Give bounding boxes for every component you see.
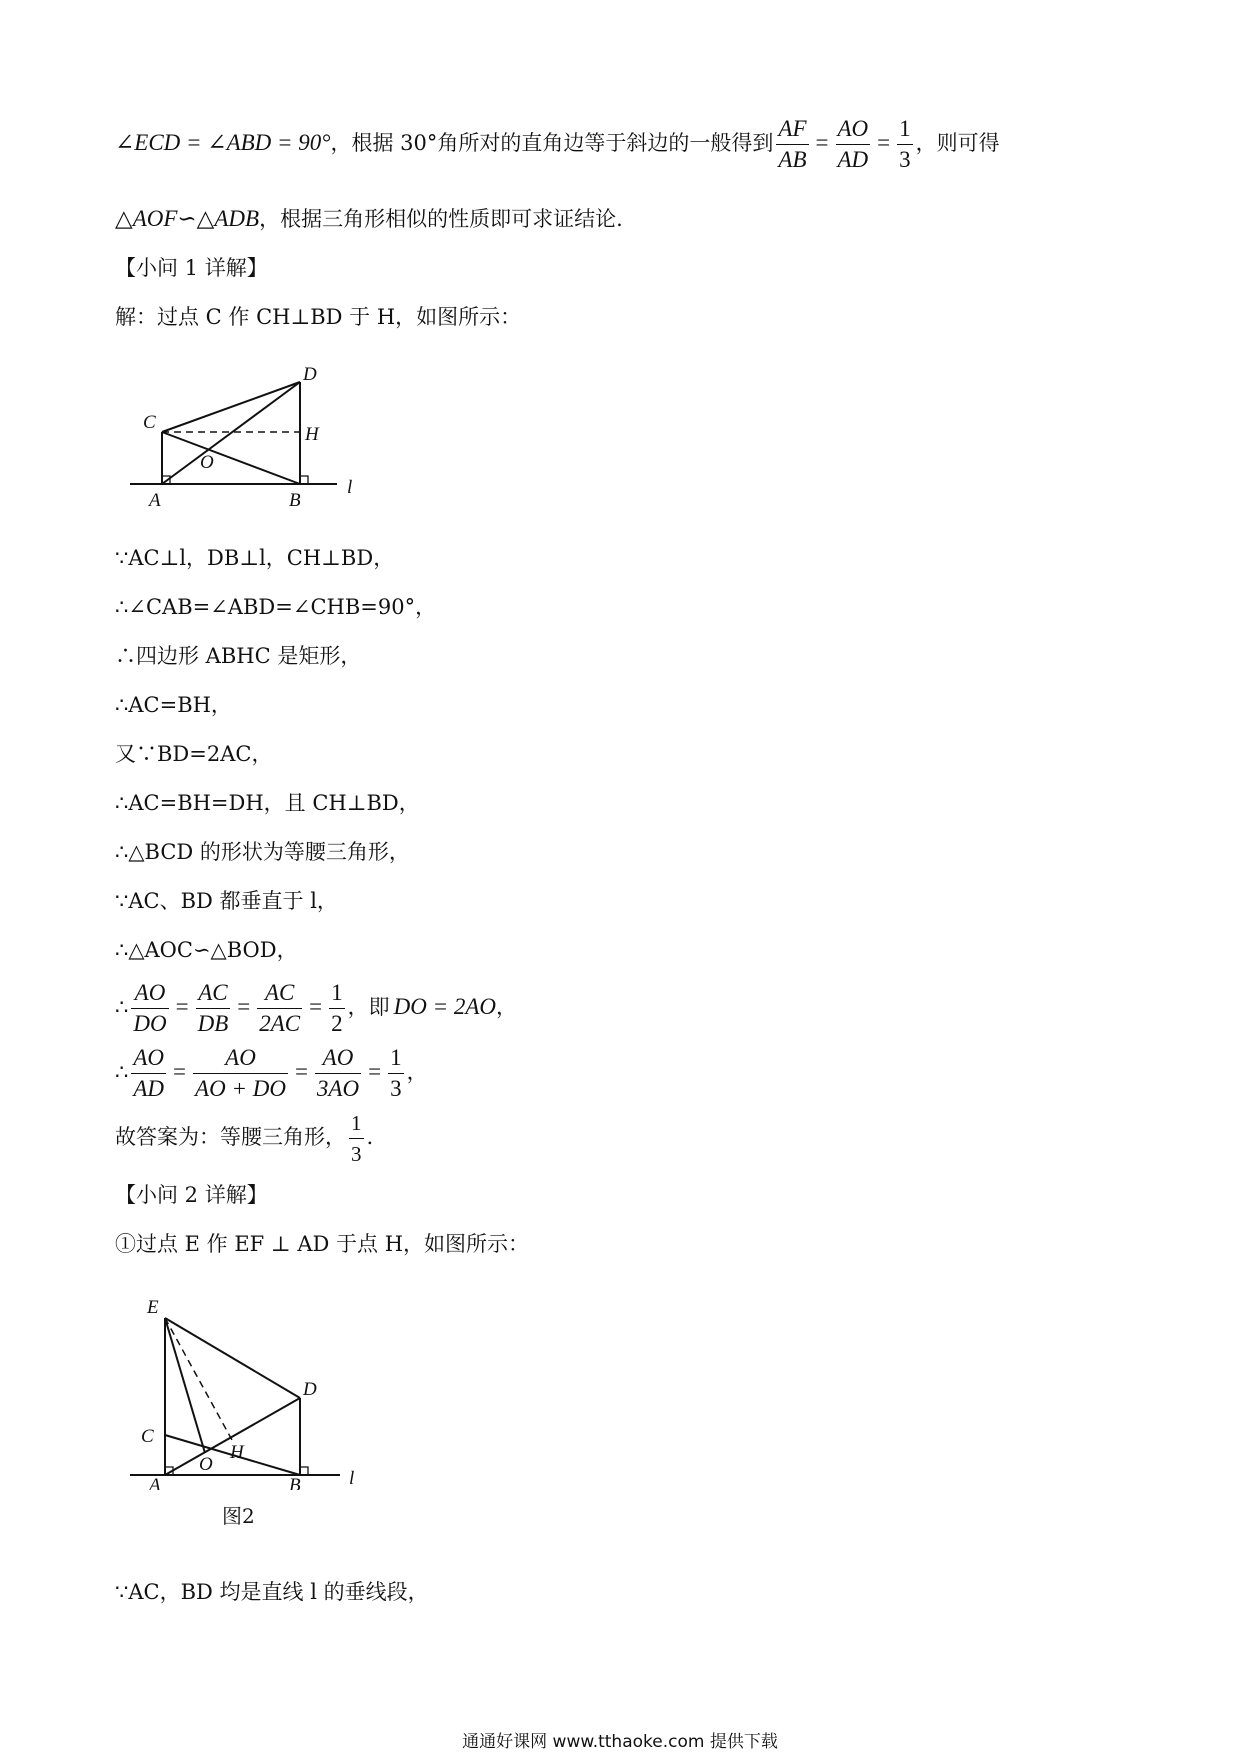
fraction-ao-ad: $\frac{AO}{AD}$	[837, 116, 869, 172]
label-h: H	[230, 1442, 244, 1463]
label-o: O	[199, 1454, 213, 1475]
label-l: l	[347, 477, 353, 498]
intro-line-2	[115, 204, 623, 234]
step-6: ∴AC=BH=DH，且 CH⊥BD，	[115, 791, 420, 815]
part1-solution-intro: 解：过点 C 作 CH⊥BD 于 H，如图所示：	[115, 305, 522, 329]
label-d: D	[303, 364, 317, 385]
figure-2	[125, 1290, 365, 1490]
label-b: B	[289, 490, 301, 511]
footer: 通通好课网 www.tthaoke.com 提供下载	[462, 1732, 778, 1752]
intro-line-1: ∠ECD = ∠ABD = 90°，根据 30°角所对的直角边等于斜边的一般得到 $\frac{AF}{AB}$ = $\frac{AO}{AD}$ = $\frac{1}{3}$ ，则可得	[115, 113, 1000, 175]
label-l: l	[349, 1468, 355, 1489]
similar-triangles: △AOF∽△ADB	[115, 206, 260, 231]
label-h: H	[305, 424, 319, 445]
label-d: D	[303, 1379, 317, 1400]
intro-text-1: ，根据 30°角所对的直角边等于斜边的一般得到	[330, 131, 774, 155]
part2-step-1: ∵AC，BD 均是直线 l 的垂线段，	[115, 1580, 429, 1604]
intro-text-end: ，则可得	[915, 131, 1000, 155]
figure-1	[125, 360, 365, 515]
angle-equation: ∠ECD = ∠ABD = 90°	[115, 130, 331, 155]
step-1: ∵AC⊥l，DB⊥l，CH⊥BD，	[115, 546, 395, 570]
answer-line: 故答案为：等腰三角形， $\frac{1}{3}$ .	[115, 1105, 373, 1169]
figure-2-caption: 图2	[222, 1504, 255, 1528]
step-4: ∴AC=BH，	[115, 693, 232, 717]
label-a: A	[149, 1475, 161, 1490]
step-3: ∴四边形 ABHC 是矩形，	[115, 644, 362, 668]
part2-heading: 【小问 2 详解】	[115, 1183, 268, 1207]
step-2: ∴∠CAB=∠ABD=∠CHB=90°，	[115, 595, 437, 619]
label-e: E	[147, 1297, 159, 1318]
part2-intro: ①过点 E 作 EF ⊥ AD 于点 H，如图所示：	[115, 1232, 530, 1256]
intro-text-2: ，根据三角形相似的性质即可求证结论.	[259, 207, 623, 231]
step-8: ∵AC、BD 都垂直于 l，	[115, 889, 338, 913]
equation-1: ∴ $\frac{AO}{DO}$ = $\frac{AC}{DB}$ = $\frac{AC}{2AC}$ = $\frac{1}{2}$ ，即 DO = 2AO，	[115, 980, 518, 1036]
step-5: 又∵BD=2AC，	[115, 742, 273, 766]
fraction-one-third: $\frac{1}{3}$	[899, 116, 911, 172]
fraction-af-ab: $\frac{AF}{AB}$	[778, 116, 807, 172]
equation-2: ∴ $\frac{AO}{AD}$ = $\frac{AO}{AO + DO}$ = $\frac{AO}{3AO}$ = $\frac{1}{3}$ ，	[115, 1045, 428, 1101]
label-a: A	[149, 490, 161, 511]
label-c: C	[141, 1426, 154, 1447]
label-o: O	[200, 452, 214, 473]
label-b: B	[289, 1475, 301, 1490]
label-c: C	[143, 412, 156, 433]
step-7: ∴△BCD 的形状为等腰三角形，	[115, 840, 410, 864]
step-9: ∴△AOC∽△BOD，	[115, 938, 298, 962]
part1-heading: 【小问 1 详解】	[115, 256, 268, 280]
